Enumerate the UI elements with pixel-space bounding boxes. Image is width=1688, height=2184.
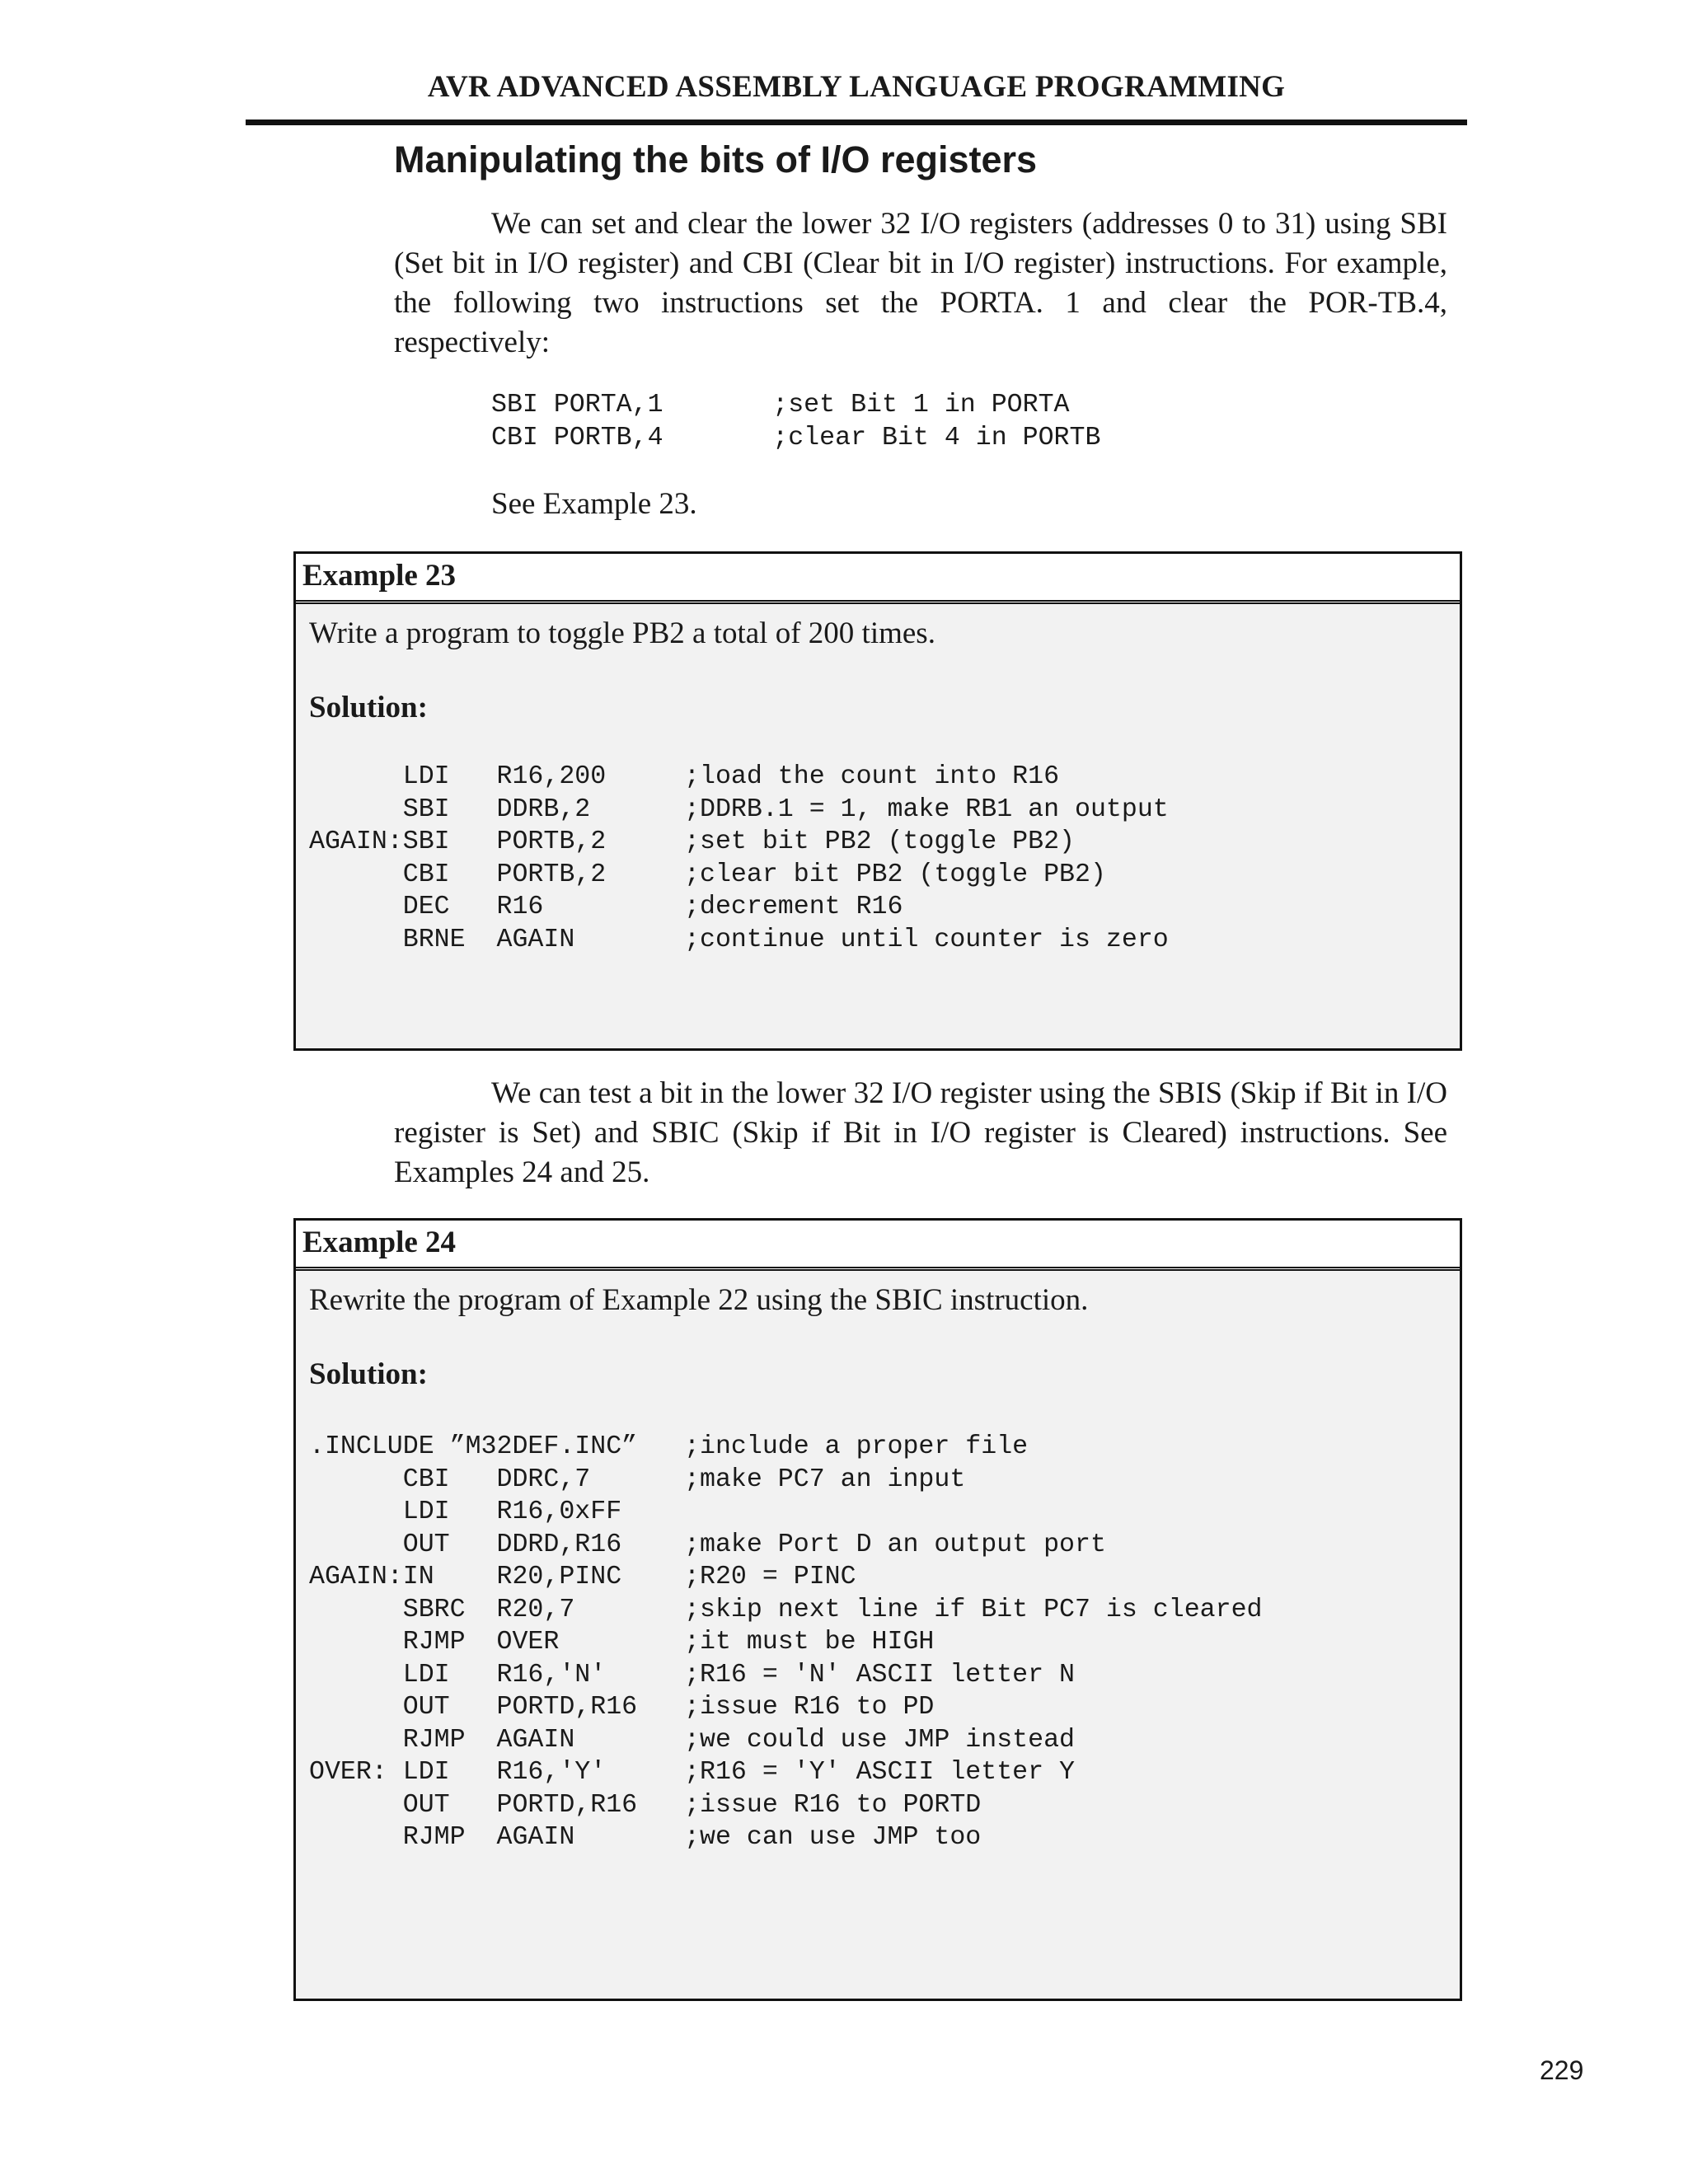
header-rule: [246, 120, 1467, 125]
page-number: 229: [1540, 2055, 1584, 2085]
example-24-solution-label: Solution:: [309, 1357, 428, 1391]
example-24-body: [296, 1271, 1460, 1854]
section-title: Manipulating the bits of I/O registers: [394, 138, 1038, 180]
example-23-body: [296, 604, 1460, 956]
running-head: AVR ADVANCED ASSEMBLY LANGUAGE PROGRAMMING: [427, 70, 1286, 104]
example-23-title: Example 23: [296, 554, 1460, 604]
example-23-box: [293, 551, 1462, 1051]
test-bit-paragraph: We can test a bit in the lower 32 I/O register using the SBIS (Skip if Bit in I/O register is Set) and SBIC (Skip if Bit in I/O register is Cleared) instructions. See Examples 24 and 25.: [394, 1076, 1447, 1189]
example-23-solution-label: Solution:: [309, 691, 428, 724]
example-23-code: LDI R16,200 ;load the count into R16 SBI DDRB,2 ;DDRB.1 = 1, make RB1 an output AGAIN:SBI PORTB,2 ;set bit PB2 (toggle PB2) CBI PORTB,2 ;clear bit PB2 (toggle PB2) DEC R16 ;decrement R16 BRNE AGAIN ;continue until counter is zero: [309, 762, 1169, 954]
intro-paragraph: We can set and clear the lower 32 I/O registers (addresses 0 to 31) using SBI (Set bit in I/O register) and CBI (Clear bit in I/O register) instructions. For example, the following two instructions set the PORTA. 1 and clear the POR-TB.4, respectively:: [394, 207, 1447, 359]
example-24-problem: Rewrite the program of Example 22 using the SBIC instruction.: [309, 1283, 1089, 1317]
example-24-box: [293, 1218, 1462, 2001]
see-example-note: See Example 23.: [491, 487, 697, 521]
example-23-problem: Write a program to toggle PB2 a total of 200 times.: [309, 616, 935, 650]
example-24-title: Example 24: [296, 1221, 1460, 1271]
example-24-code: .INCLUDE ”M32DEF.INC” ;include a proper file CBI DDRC,7 ;make PC7 an input LDI R16,0xFF OUT DDRD,R16 ;make Port D an output port AGAIN:IN R20,PINC ;R20 = PINC SBRC R20,7 ;skip next line if Bit PC7 is cleared RJMP OVER ;it must be HIGH LDI R16,'N' ;R16 = 'N' ASCII letter N OUT PORTD,R16 ;issue R16 to PD RJMP AGAIN ;we could use JMP instead OVER: LDI R16,'Y' ;R16 = 'Y' ASCII letter Y OUT PORTD,R16 ;issue R16 to PORTD RJMP AGAIN ;we can use JMP too: [309, 1432, 1263, 1852]
inline-code-listing: SBI PORTA,1 ;set Bit 1 in PORTA CBI PORTB,4 ;clear Bit 4 in PORTB: [491, 391, 1101, 452]
